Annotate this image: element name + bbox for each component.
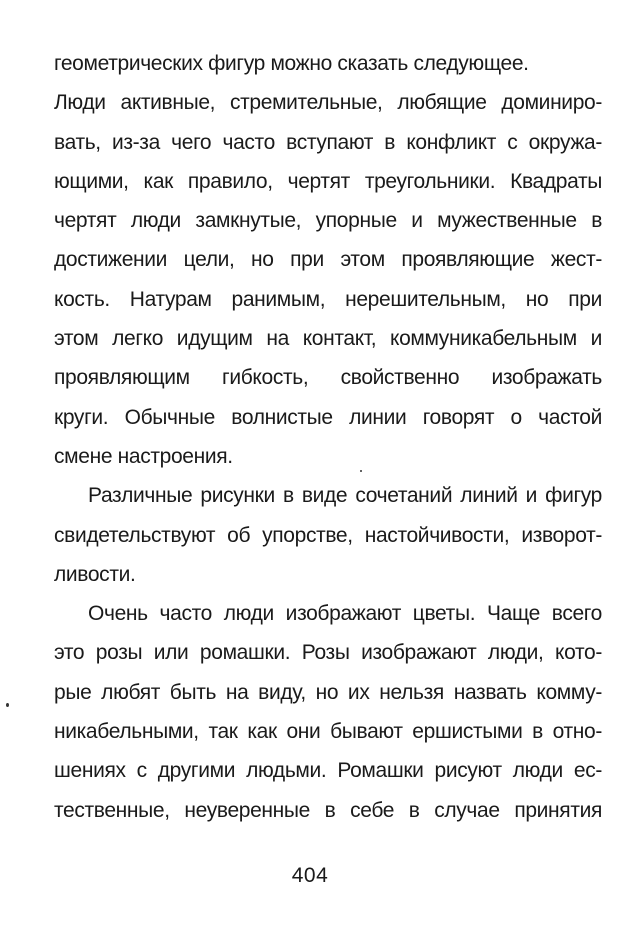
text-line-11: смене настроения. [54, 444, 233, 468]
text-line-8: этом легко идущим на контакт, коммуникабельным и [54, 327, 602, 351]
text-line-16: это розы или ромашки. Розы изображают люди, кото- [54, 641, 602, 665]
text-line-17: рые любят быть на виду, но их нельзя назвать комму- [54, 680, 602, 704]
text-line-2: Люди активные, стремительные, любящие доминиро- [54, 91, 602, 115]
text-line-6: достижении цели, но при этом проявляющие жест- [54, 248, 602, 272]
scan-speck [6, 703, 9, 707]
page-number: 404 [291, 864, 329, 887]
text-line-20: тественные, неуверенные в себе в случае принятия [54, 798, 602, 822]
text-line-19: шениях с другими людьми. Ромашки рисуют люди ес- [54, 759, 602, 783]
body-text [54, 44, 602, 830]
text-line-9: проявляющим гибкость, свойственно изображать [54, 366, 602, 390]
text-line-3: вать, из-за чего часто вступают в конфликт с окружа- [54, 130, 602, 154]
text-line-5: чертят люди замкнутые, упорные и мужественные в [54, 209, 602, 233]
scan-speck [360, 470, 362, 472]
text-line-15: Очень часто люди изображают цветы. Чаще всего [88, 602, 602, 626]
text-line-10: круги. Обычные волнистые линии говорят о частой [54, 405, 602, 429]
text-line-1: геометрических фигур можно сказать следующее. [54, 52, 529, 75]
text-line-18: никабельными, так как они бывают ершистыми в отно- [54, 720, 602, 744]
text-line-14: ливости. [54, 562, 136, 586]
text-line-4: ющими, как правило, чертят треугольники. Квадраты [54, 169, 602, 193]
text-line-13: свидетельствуют об упорстве, настойчивости, изворот- [54, 523, 602, 547]
text-line-7: кость. Натурам ранимым, нерешительным, но при [54, 287, 602, 311]
text-line-12: Различные рисунки в виде сочетаний линий и фигур [88, 484, 602, 508]
